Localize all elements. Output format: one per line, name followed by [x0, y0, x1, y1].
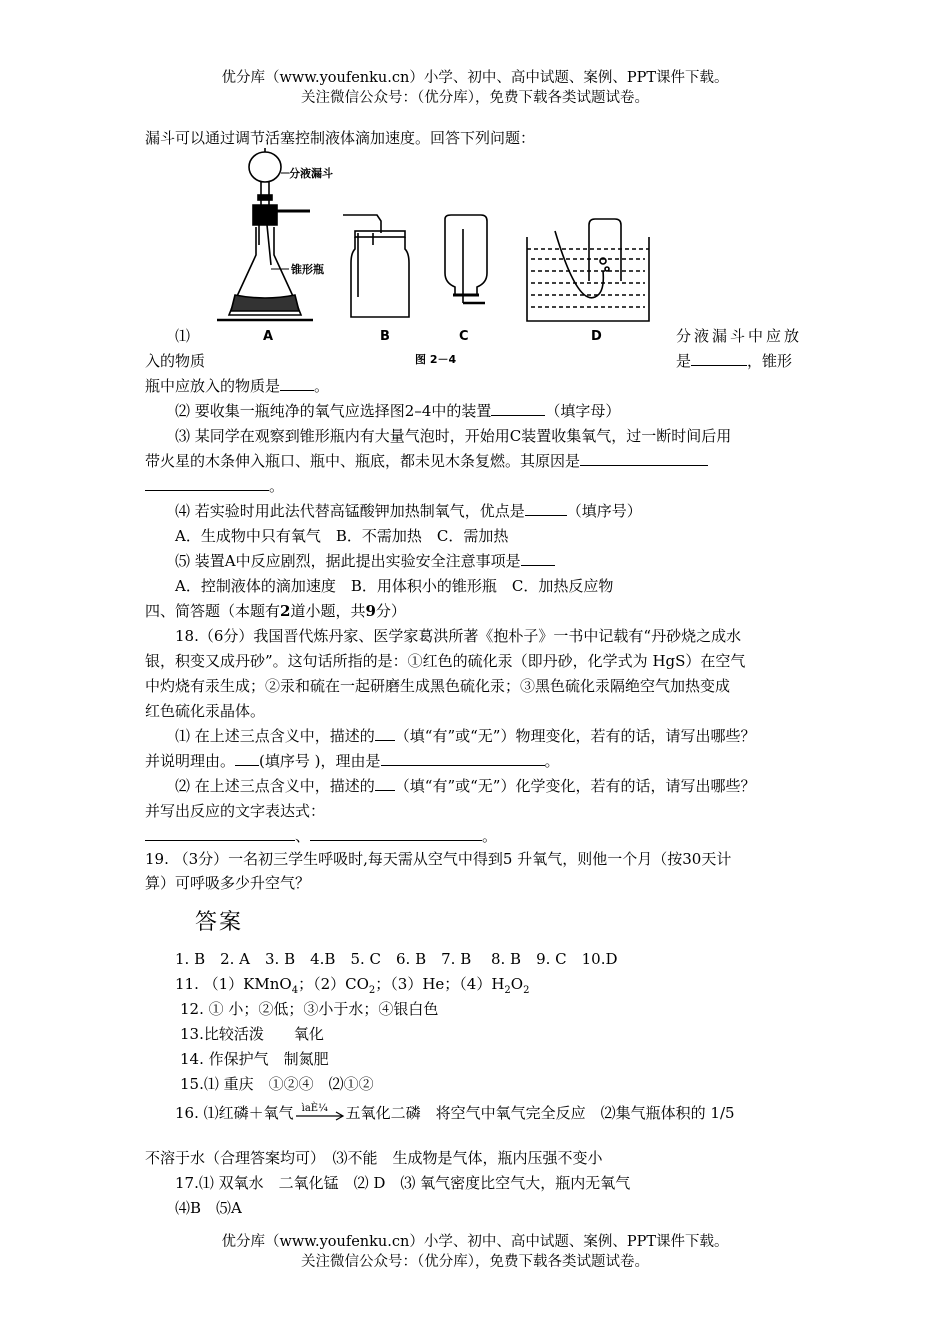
footer-line-2: 关注微信公众号：（优分库），免费下载各类试题试卷。 [301, 1254, 649, 1270]
answer-13: 13.比较活泼 氧化 [180, 1025, 324, 1043]
footer-line-1: 优分库（www.youfenku.cn）小学、初中、高中试题、案例、PPT课件下载。 [221, 1234, 729, 1250]
q17-p4-text: ⑷ 若实验时用此法代替高锰酸钾加热制氧气，优点是 [175, 502, 525, 520]
blank-equation-1[interactable] [145, 826, 295, 841]
section4-title: 四、简答题（本题有2道小题，共9分） [145, 602, 406, 620]
label-d: D [591, 329, 602, 344]
q18-s1-c: 并说明理由。 [145, 752, 236, 770]
q17-p3-line1: ⑶ 某同学在观察到锥形瓶内有大量气泡时，开始用C装置收集氧气，过一断时间后用 [175, 427, 732, 445]
answer-14: 14. 作保护气 制氮肥 [180, 1050, 329, 1068]
q17-p5-options: A．控制液体的滴加速度 B．用体积小的锥形瓶 C．加热反应物 [175, 577, 614, 595]
blank-chemical-change[interactable] [375, 776, 395, 791]
blank-reason-1[interactable] [580, 451, 708, 466]
q17-p1-line2a: 入的物质 [145, 352, 206, 370]
q17-p2-text: ⑵ 要收集一瓶纯净的氧气应选择图2–4中的装置 [175, 402, 492, 420]
answer-1-10: 1. B 2. A 3. B 4.B 5. C 6. B 7. B 8. B 9. C 10.D [175, 950, 618, 968]
q17-p1-num: ⑴ [175, 327, 191, 345]
q17-p2-hint: （填字母） [545, 402, 621, 420]
q17-p3-line3: 。 [269, 477, 285, 495]
answer-11: 11. （1）KMnO$_4$；$(2)CO_2$；（3）He；$(4)H_2O_2$ [175, 975, 530, 996]
answer-12: 12. ① 小；②低；③小于水；④银白色 [180, 1000, 439, 1018]
figure-caption: 图 2－4 [415, 353, 457, 366]
blank-funnel-substance[interactable] [691, 351, 747, 366]
answers-title: 答案 [195, 910, 244, 935]
header-line-1: 优分库（www.youfenku.cn）小学、初中、高中试题、案例、PPT课件下载。 [221, 70, 729, 86]
blank-physical-change[interactable] [375, 726, 395, 741]
q18-line-4: 红色硫化汞晶体。 [145, 702, 266, 720]
blank-equation-2[interactable] [310, 826, 482, 841]
answer-16: 16. ⑴红磷＋氧气 ìaÈ¼ 五氧化二磷 将空气中氧气完全反应 ⑵集气瓶体积的 1/5 [175, 1102, 855, 1124]
q17-p1-line2b: 是 [676, 352, 692, 370]
q17-p5-text: ⑸ 装置A中反应剧烈，据此提出实验安全注意事项是 [175, 552, 521, 570]
label-funnel: 分液漏斗 [289, 167, 333, 180]
q17-p1-line3b: 。 [314, 377, 330, 395]
apparatus-figure [215, 145, 665, 375]
blank-device[interactable] [491, 401, 545, 416]
answer-17: 17.⑴ 双氧水 二氧化锰 ⑵ D ⑶ 氧气密度比空气大，瓶内无氧气 [175, 1174, 631, 1192]
label-flask: 锥形瓶 [291, 263, 324, 276]
q18-line-2: 银，积变又成丹砂”。这句话所指的是：①红色的硫化汞（即丹砂，化学式为 HgS）在空气 [145, 652, 746, 670]
q17-p1-right: 分液漏斗中应放 [676, 327, 803, 345]
answer-15: 15.⑴ 重庆 ①②④ ⑵①② [180, 1075, 374, 1093]
q18-s2-e: 。 [482, 827, 498, 845]
label-a: A [263, 329, 274, 344]
apparatus-b [343, 215, 409, 317]
q18-s2-a: ⑵ 在上述三点含义中，描述的 [175, 777, 375, 795]
q18-s1-b: （填“有”或“无”）物理变化，若有的话，请写出哪些？ [394, 727, 756, 745]
answer-16-line-2: 不溶于水（合理答案均可） ⑶不能 生成物是气体，瓶内压强不变小 [145, 1149, 603, 1167]
blank-flask-substance[interactable] [280, 376, 314, 391]
blank-physical-number[interactable] [235, 751, 259, 766]
label-b: B [380, 329, 390, 344]
reaction-condition: ìaÈ¼ [301, 1103, 328, 1114]
q17-p4-hint: （填序号） [566, 502, 642, 520]
blank-physical-reason[interactable] [381, 751, 545, 766]
reaction-arrow-icon [294, 1104, 346, 1124]
q18-s2-b: （填“有”或“无”）化学变化，若有的话，请写出哪些？ [394, 777, 756, 795]
blank-safety[interactable] [521, 551, 555, 566]
intro-text: 漏斗可以通过调节活塞控制液体滴加速度。回答下列问题： [145, 129, 536, 147]
q18-line-3: 中灼烧有汞生成；②汞和硫在一起研磨生成黑色硫化汞；③黑色硫化汞隔绝空气加热变成 [145, 677, 731, 695]
q18-s1-e: 。 [544, 752, 560, 770]
q18-s1-a: ⑴ 在上述三点含义中，描述的 [175, 727, 375, 745]
q17-p1-line3a: 瓶中应放入的物质是 [145, 377, 281, 395]
q18-s1-d: (填序号 )，理由是 [259, 752, 381, 770]
header-line-2: 关注微信公众号：（优分库），免费下载各类试题试卷。 [301, 90, 649, 106]
q17-p4-options: A．生成物中只有氧气 B．不需加热 C．需加热 [175, 527, 509, 545]
answer-17-b: ⑷B ⑸A [175, 1199, 242, 1217]
q18-s2-c: 并写出反应的文字表达式： [145, 802, 326, 820]
apparatus-d [527, 219, 649, 321]
q19-line-2: 算）可呼吸多少升空气？ [145, 874, 311, 892]
label-c: C [459, 329, 469, 344]
q19-line-1: 19. （3分）一名初三学生呼吸时,每天需从空气中得到5 升氧气，则他一个月（按30天计 [145, 850, 732, 868]
q18-line-1: 18.（6分）我国晋代炼丹家、医学家葛洪所著《抱朴子》一书中记载有“丹砂烧之成水 [175, 627, 742, 645]
q18-s2-d: 、 [295, 827, 311, 845]
blank-reason-2[interactable] [145, 476, 269, 491]
q17-p1-line2c: ，锥形 [747, 352, 793, 370]
blank-advantage[interactable] [525, 501, 567, 516]
q17-p3-line2: 带火星的木条伸入瓶口、瓶中、瓶底，都未见木条复燃。其原因是 [145, 452, 581, 470]
apparatus-c [445, 215, 487, 303]
